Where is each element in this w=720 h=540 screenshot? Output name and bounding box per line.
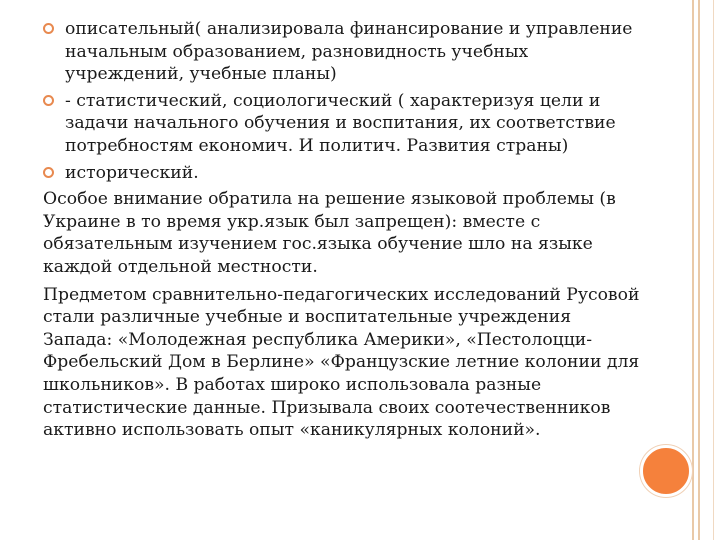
circle-outline-icon xyxy=(43,23,54,34)
slide-body xyxy=(43,18,643,447)
decor-vertical-line xyxy=(692,0,694,540)
paragraph: Предметом сравнительно-педагогических исследований Русовой стали различные учебные и воспитательные учреждения Запада: «Молодежная республика Америки», «Пестолоцци-Фребельский Дом в Берлине» «Французские летние колонии для школьников». В работах широко использовала разные статистические данные. Призывала своих соотечественников активно использовать опыт «каникулярных колоний». xyxy=(43,284,640,441)
decor-vertical-line xyxy=(713,0,714,540)
circle-outline-icon xyxy=(43,95,54,106)
bullet-text: описательный( анализировала финансирование и управление начальным образованием, разновидность учебных учреждений, учебные планы) xyxy=(65,19,633,85)
decor-vertical-line xyxy=(698,0,700,540)
circle-outline-icon xyxy=(43,167,54,178)
bullet-item xyxy=(43,90,643,158)
bullet-text: исторический. xyxy=(65,162,199,183)
bullet-item xyxy=(43,162,643,185)
decor-circle-icon xyxy=(640,445,692,497)
bullet-item xyxy=(43,18,643,86)
paragraph: Особое внимание обратила на решение языковой проблемы (в Украине в то время укр.язык был запрещен): вместе с обязательным изучением гос.языка обучение шло на языке каждой отдельной местности. xyxy=(43,189,616,277)
bullet-text: - статистический, социологический ( характеризуя цели и задачи начального обучения и воспитания, их соответствие потребностям економич. И политич. Развития страны) xyxy=(65,90,616,156)
